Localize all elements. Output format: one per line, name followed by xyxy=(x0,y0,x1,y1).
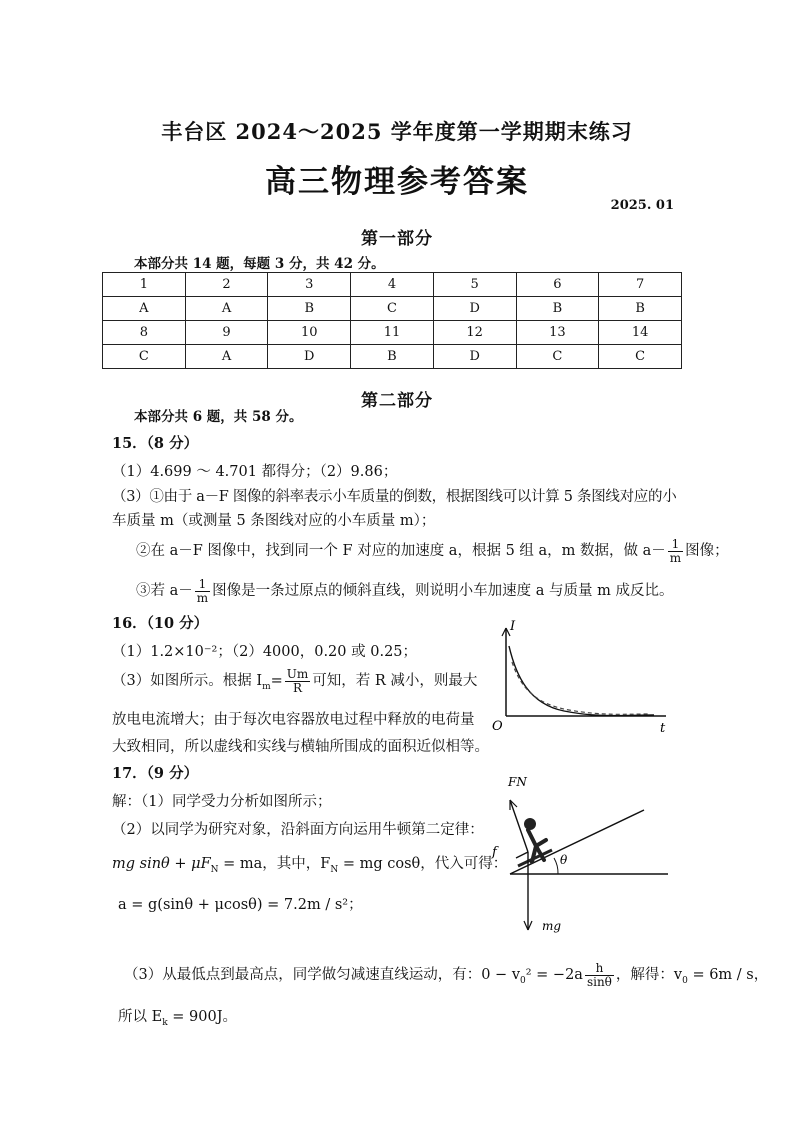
f-arrow xyxy=(516,852,528,858)
question-number-row xyxy=(103,273,682,297)
q17-line2: （2）以同学为研究对象，沿斜面方向运用牛顿第二定律： xyxy=(112,822,484,838)
fn-label: FN xyxy=(508,775,527,789)
answer-row xyxy=(103,297,682,321)
answer-cell: C xyxy=(351,297,434,321)
sub-n: N xyxy=(210,864,219,875)
q16-line4: 大致相同，所以虚线和实线与横轴所围成的面积近似相等。 xyxy=(112,739,489,755)
dashed-curve xyxy=(512,662,649,714)
q17-l6-text: 所以 E xyxy=(118,1009,163,1025)
sub-m: m xyxy=(262,681,271,692)
q15-line4-text: ②在 a－F 图像中，找到同一个 F 对应的加速度 a，根据 5 组 a，m 数据，做 a－ xyxy=(136,543,666,560)
q15-line1: （1）4.699 ～ 4.701 都得分；（2）9.86； xyxy=(112,464,398,480)
part2-heading: 第二部分 xyxy=(361,391,433,411)
q15-title: 15．（8 分） xyxy=(112,435,199,452)
q15-line4-end: 图像； xyxy=(685,543,729,560)
frac-num: Um xyxy=(286,667,309,681)
q17-line5 xyxy=(124,962,768,988)
solid-curve xyxy=(509,646,654,716)
sub-k: k xyxy=(162,1017,168,1028)
theta-label: θ xyxy=(560,853,568,867)
q17-l5-mid: ² = −2a xyxy=(525,967,583,984)
question-number-cell: 11 xyxy=(351,321,434,345)
q16-line2 xyxy=(112,668,477,694)
q15-line5-text: ③若 a－ xyxy=(136,583,193,600)
q17-l5-mid2: ，解得：v xyxy=(615,967,683,984)
sub-0: 0 xyxy=(520,975,526,986)
answer-cell: D xyxy=(433,297,516,321)
equals: = xyxy=(270,673,283,690)
answer-cell: C xyxy=(599,345,682,369)
q17-eq1-end: = mg cosθ，代入可得： xyxy=(338,856,508,872)
q17-title: 17．（9 分） xyxy=(112,765,199,782)
part2-note: 本部分共 6 题，共 58 分。 xyxy=(134,409,303,425)
answer-cell: B xyxy=(268,297,351,321)
frac-den: m xyxy=(669,550,682,565)
origin-label: O xyxy=(492,719,503,734)
answer-cell: C xyxy=(103,345,186,369)
frac-den: m xyxy=(196,590,209,605)
q15-line2: （3）①由于 a－F 图像的斜率表示小车质量的倒数，根据图线可以计算 5 条图线对应的小 xyxy=(112,489,677,505)
mg-label: mg xyxy=(542,919,562,933)
question-number-cell: 14 xyxy=(599,321,682,345)
question-number-cell: 3 xyxy=(268,273,351,297)
q17-l5-text: （3）从最低点到最高点，同学做匀减速直线运动，有：0 − v xyxy=(124,967,521,984)
answer-cell: D xyxy=(268,345,351,369)
q15-line5 xyxy=(136,578,674,604)
q17-eq1-mid: = ma，其中，F xyxy=(218,856,331,872)
answer-cell: B xyxy=(351,345,434,369)
answer-row xyxy=(103,345,682,369)
part1-heading: 第一部分 xyxy=(361,229,433,249)
sub-0: 0 xyxy=(682,975,688,986)
theta-arc xyxy=(554,858,558,874)
q15-line5-end: 图像是一条过原点的倾斜直线，则说明小车加速度 a 与质量 m 成反比。 xyxy=(212,583,674,600)
question-number-cell: 2 xyxy=(185,273,268,297)
answer-cell: A xyxy=(185,345,268,369)
fraction-1-over-m xyxy=(668,538,683,564)
skier-figure xyxy=(518,818,552,866)
answer-table xyxy=(102,272,682,369)
q16-line3: 放电电流增大；由于每次电容器放电过程中释放的电荷量 xyxy=(112,712,475,728)
question-number-cell: 9 xyxy=(185,321,268,345)
question-number-row xyxy=(103,321,682,345)
force-diagram xyxy=(488,770,678,940)
q17-line6 xyxy=(118,1005,237,1028)
frac-den: R xyxy=(292,680,303,695)
q17-line1: 解：（1）同学受力分析如图所示； xyxy=(112,794,332,810)
f-label: f xyxy=(492,845,497,860)
q16-title: 16．（10 分） xyxy=(112,615,209,632)
fraction-um-over-r xyxy=(285,668,311,694)
q17-l5-end: = 6m / s， xyxy=(687,967,769,984)
exam-date: 2025. 01 xyxy=(610,198,674,213)
q17-eq1: mg sinθ + μF xyxy=(112,856,211,872)
frac-num: 1 xyxy=(668,538,683,552)
fraction-1-over-m xyxy=(195,578,210,604)
frac-num: h xyxy=(585,962,614,976)
question-number-cell: 13 xyxy=(516,321,599,345)
q16-line2-end: 可知，若 R 减小，则最大 xyxy=(312,673,478,690)
q15-line4 xyxy=(136,538,729,564)
y-label: I xyxy=(510,619,516,634)
answer-cell: B xyxy=(599,297,682,321)
question-number-cell: 7 xyxy=(599,273,682,297)
answer-cell: A xyxy=(103,297,186,321)
frac-den: sinθ xyxy=(586,974,612,989)
question-number-cell: 10 xyxy=(268,321,351,345)
exam-title: 丰台区 2024～2025 学年度第一学期期末练习 xyxy=(161,119,633,144)
q16-line2-text: （3）如图所示。根据 I xyxy=(112,673,263,690)
answer-cell: D xyxy=(433,345,516,369)
answer-cell: C xyxy=(516,345,599,369)
x-label: t xyxy=(660,721,666,736)
question-number-cell: 1 xyxy=(103,273,186,297)
answer-cell: B xyxy=(516,297,599,321)
sub-n: N xyxy=(330,864,339,875)
q17-line4: a = g(sinθ + μcosθ) = 7.2m / s²； xyxy=(118,897,363,913)
discharge-current-graph xyxy=(484,616,674,740)
q17-line3 xyxy=(112,852,507,875)
q17-l6-end: = 900J。 xyxy=(167,1009,238,1025)
q16-line1: （1）1.2×10⁻²；（2）4000，0.20 或 0.25； xyxy=(112,644,418,660)
question-number-cell: 6 xyxy=(516,273,599,297)
answer-key-title: 高三物理参考答案 xyxy=(265,164,529,200)
question-number-cell: 5 xyxy=(433,273,516,297)
part1-note: 本部分共 14 题，每题 3 分，共 42 分。 xyxy=(134,256,385,272)
fraction-h-over-sin xyxy=(585,962,614,988)
answer-cell: A xyxy=(185,297,268,321)
question-number-cell: 8 xyxy=(103,321,186,345)
frac-num: 1 xyxy=(195,578,210,592)
question-number-cell: 12 xyxy=(433,321,516,345)
question-number-cell: 4 xyxy=(351,273,434,297)
q15-line3: 车质量 m（或测量 5 条图线对应的小车质量 m）； xyxy=(112,513,436,529)
skier-head xyxy=(524,818,536,830)
